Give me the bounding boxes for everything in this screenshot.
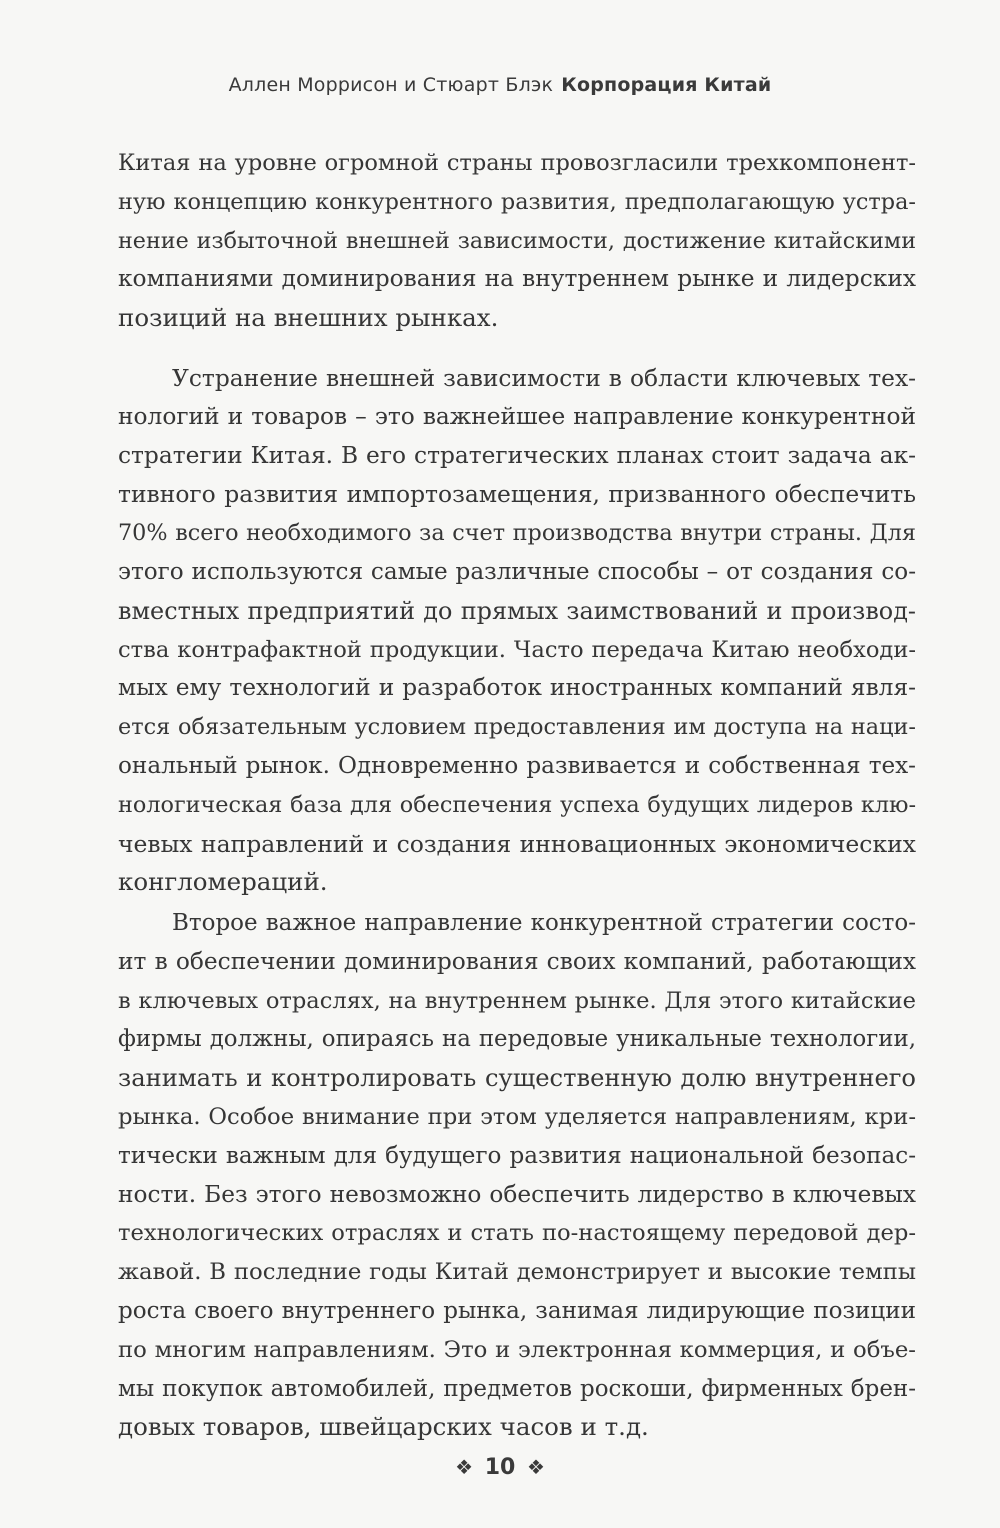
text-line: роста своего внутреннего рынка, занимая лидирующие позиции [118,1297,916,1324]
text-line: мых ему технологий и разработок иностранных компаний явля- [118,674,916,702]
text-line: стратегии Китая. В его стратегических планах стоит задача ак- [118,441,916,469]
text-line: тивного развития импортозамещения, призванного обеспечить [118,480,916,509]
text-line: фирмы должны, опираясь на передовые уникальные технологии, [118,1026,916,1053]
header-book-title: Корпорация Китай [561,74,772,96]
text-line: компаниями доминирования на внутреннем рынке и лидерских [118,265,916,293]
text-line: жавой. В последние годы Китай демонстрирует и высокие темпы [118,1259,916,1286]
text-line: ется обязательным условием предоставления им доступа на наци- [118,714,916,741]
text-line: технологических отраслях и стать по-настоящему передовой дер- [118,1220,916,1247]
paragraph-1 [118,144,916,338]
page-footer [0,1455,1000,1480]
text-line: позиций на внешних рынках. [118,303,499,333]
text-line: нение избыточной внешней зависимости, достижение китайскими [118,227,916,254]
text-line: рынка. Особое внимание при этом уделяется направлениям, кри- [118,1103,916,1130]
text-line: ональный рынок. Одновременно развивается и собственная тех- [118,752,916,779]
text-line: по многим направлениям. Это и электронная коммерция, и объе- [118,1336,916,1363]
text-line: занимать и контролировать существенную долю внутреннего [118,1064,916,1093]
text-line: Устранение внешней зависимости в области ключевых тех- [172,364,916,392]
text-line: ности. Без этого невозможно обеспечить лидерство в ключевых [118,1180,916,1208]
text-line: ную концепцию конкурентного развития, предполагающую устра- [118,188,916,215]
text-line: Китая на уровне огромной страны провозгласили трехкомпонент- [118,150,916,176]
text-line: тически важным для будущего развития национальной безопас- [118,1142,916,1169]
running-header [0,74,1000,96]
header-authors: Аллен Моррисон и Стюарт Блэк [228,74,554,96]
ornament-right-icon: ❖ [526,1455,545,1479]
text-line: ит в обеспечении доминирования своих компаний, работающих [118,947,916,975]
text-line: в ключевых отраслях, на внутреннем рынке. Для этого китайские [118,987,916,1014]
text-line: вместных предприятий до прямых заимствований и производ- [118,596,916,625]
paragraph-3 [118,904,916,1447]
paragraph-2 [118,359,916,902]
text-line: этого используются самые различные способы – от создания со- [118,558,916,585]
text-line: конгломераций. [118,867,328,897]
page-number: 10 [484,1455,516,1480]
ornament-left-icon: ❖ [455,1455,474,1479]
text-line: чевых направлений и создания инновационных экономических [118,829,916,858]
text-line: 70% всего необходимого за счет производства внутри страны. Для [118,520,916,547]
text-line: довых товаров, швейцарских часов и т.д. [118,1412,649,1442]
text-line: нологий и товаров – это важнейшее направление конкурентной [118,402,916,430]
text-line: мы покупок автомобилей, предметов роскоши, фирменных брен- [118,1375,916,1402]
text-line: нологическая база для обеспечения успеха будущих лидеров клю- [118,791,916,818]
text-line: ства контрафактной продукции. Часто передача Китаю необходи- [118,636,916,663]
text-line: Второе важное направление конкурентной стратегии состо- [172,910,916,936]
